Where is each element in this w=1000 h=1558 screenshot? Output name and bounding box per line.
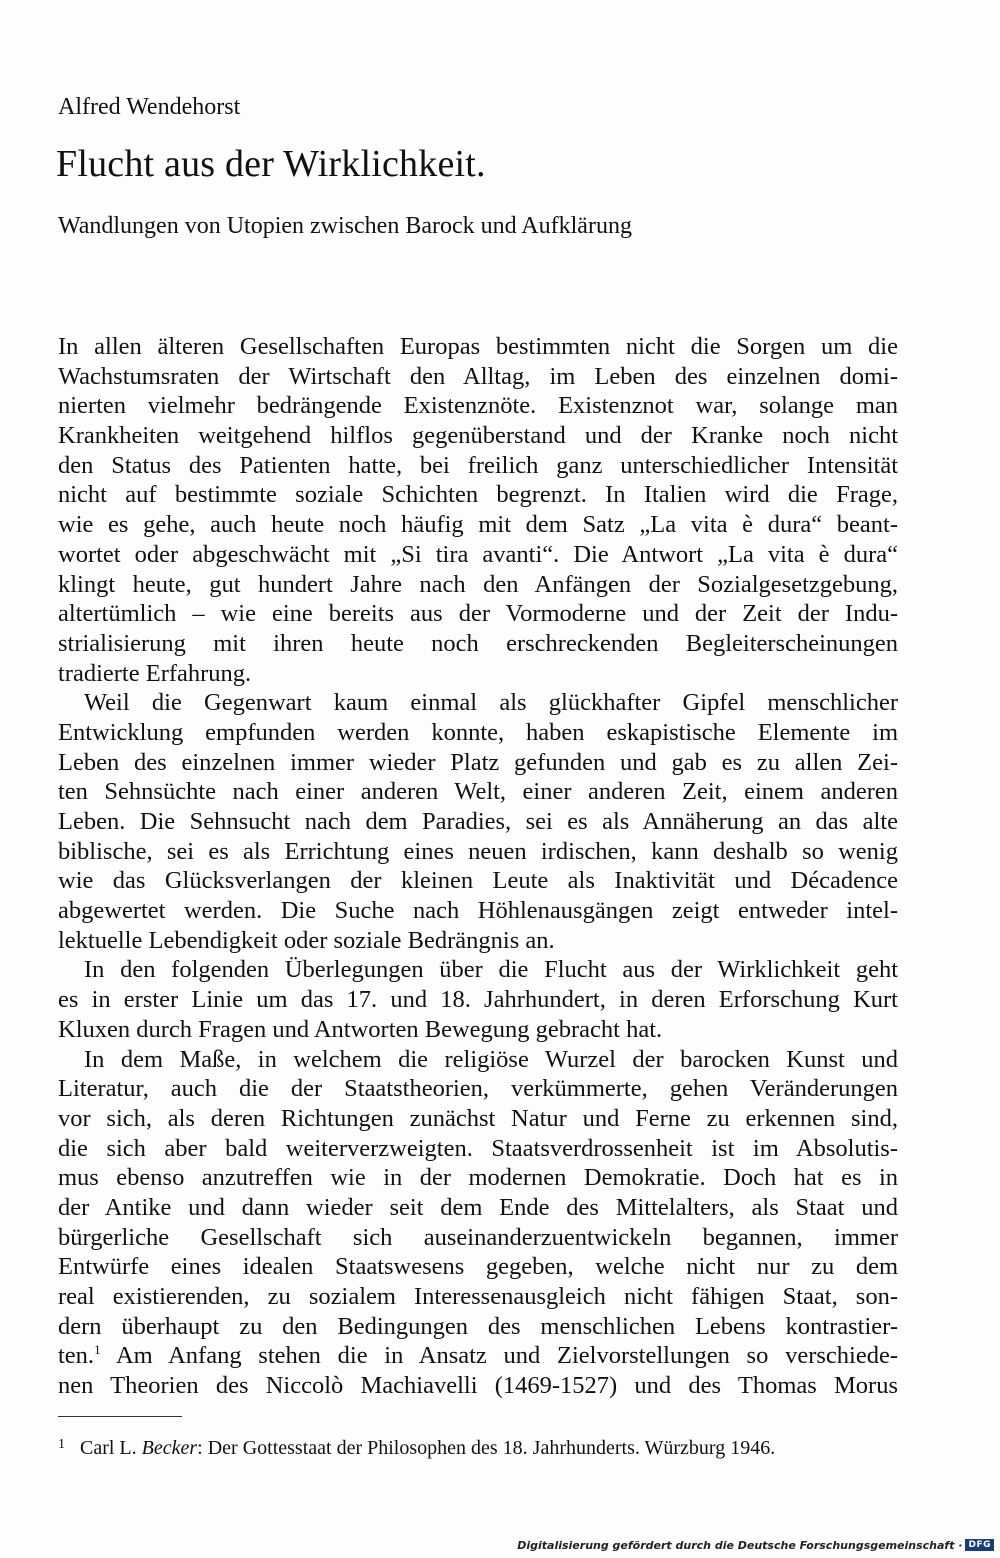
text-line: ten Sehnsüchte nach einer anderen Welt, einer anderen Zeit, einem anderen (58, 778, 898, 806)
text-line: bürgerliche Gesellschaft sich auseinanderzuentwickeln begannen, immer (58, 1223, 898, 1251)
text-line: klingt heute, gut hundert Jahre nach den Anfängen der Sozialgesetzgebung, (58, 570, 898, 598)
text-line: wortet oder abgeschwächt mit „Si tira avanti“. Die Antwort „La vita è dura“ (58, 540, 898, 568)
text-line: wie es gehe, auch heute noch häufig mit dem Satz „La vita è dura“ beant- (58, 511, 898, 539)
text-line: der Antike und dann wieder seit dem Ende des Mittelalters, als Staat und (58, 1193, 898, 1221)
text-line: tradierte Erfahrung. (58, 659, 252, 687)
footnote-divider (58, 1416, 182, 1417)
footnote-marker: 1 (94, 1342, 101, 1358)
text-line: wie das Glücksverlangen der kleinen Leute als Inaktivität und Décadence (58, 867, 898, 895)
text-line: es in erster Linie um das 17. und 18. Jahrhundert, in deren Erforschung Kurt (58, 986, 898, 1014)
text-line: strialisierung mit ihren heute noch erschreckenden Begleiterscheinungen (58, 629, 898, 657)
text-line: nicht auf bestimmte soziale Schichten begrenzt. In Italien wird die Frage, (58, 481, 898, 509)
footnote (58, 1432, 775, 1461)
text-line: In dem Maße, in welchem die religiöse Wurzel der barocken Kunst und (84, 1045, 898, 1073)
text-line: nen Theorien des Niccolò Machiavelli (1469-1527) und des Thomas Morus (58, 1372, 898, 1400)
text-line: altertümlich – wie eine bereits aus der Vormoderne und der Zeit der Indu- (58, 600, 898, 628)
author-name: Alfred Wendehorst (58, 94, 241, 120)
dfg-logo: DFG (965, 1539, 994, 1551)
text-fragment: ten. (58, 1342, 95, 1370)
text-line: Weil die Gegenwart kaum einmal als glückhafter Gipfel menschlicher (84, 689, 898, 717)
text-line: dern überhaupt zu den Bedingungen des menschlichen Lebens kontrastier- (58, 1312, 898, 1340)
article-title: Flucht aus der Wirklichkeit. (56, 143, 486, 185)
footnote-author-surname: Becker (141, 1437, 198, 1459)
text-line: Wachstumsraten der Wirtschaft den Alltag, im Leben des einzelnen domi- (58, 362, 898, 390)
text-line: nierten vielmehr bedrängende Existenznöte. Existenznot war, solange man (58, 392, 898, 420)
text-line: In allen älteren Gesellschaften Europas bestimmten nicht die Sorgen um die (58, 333, 898, 360)
body-text (58, 332, 898, 1401)
text-line-with-footnote (58, 1341, 898, 1371)
footnote-number: 1 (58, 1437, 65, 1452)
text-fragment: Am Anfang stehen die in Ansatz und Zielvorstellungen so verschiede- (100, 1342, 898, 1370)
text-line: real existierenden, zu sozialem Interessenausgleich nicht fähigen Staat, son- (58, 1283, 898, 1310)
footnote-text: : Der Gottesstaat der Philosophen des 18. Jahrhunderts. Würzburg 1946. (197, 1437, 776, 1459)
text-line: Entwürfe eines idealen Staatswesens gegeben, welche nicht nur zu dem (58, 1253, 898, 1281)
text-line: Literatur, auch die der Staatstheorien, verkümmerte, gehen Veränderungen (58, 1075, 898, 1103)
text-line: den Status des Patienten hatte, bei freilich ganz unterschiedlicher Intensität (58, 451, 898, 479)
text-line: biblische, sei es als Errichtung eines neuen irdischen, kann deshalb so wenig (58, 837, 898, 865)
digitization-credit (517, 1536, 994, 1554)
text-line: In den folgenden Überlegungen über die Flucht aus der Wirklichkeit geht (84, 956, 898, 984)
text-line: Krankheiten weitgehend hilflos gegenüberstand und der Kranke noch nicht (58, 422, 898, 450)
text-line: abgewertet werden. Die Suche nach Höhlenausgängen zeigt entweder intel- (58, 897, 898, 925)
text-line: vor sich, als deren Richtungen zunächst Natur und Ferne zu erkennen sind, (58, 1104, 898, 1132)
text-line: mus ebenso anzutreffen wie in der modernen Demokratie. Doch hat es in (58, 1164, 898, 1192)
footnote-author: Carl L. (80, 1437, 142, 1459)
text-line: Leben. Die Sehnsucht nach dem Paradies, sei es als Annäherung an das alte (58, 808, 898, 835)
text-line: Kluxen durch Fragen und Antworten Bewegung gebracht hat. (58, 1015, 663, 1043)
text-line: die sich aber bald weiterverzweigten. Staatsverdrossenheit ist im Absolutis- (58, 1134, 898, 1162)
text-line: Leben des einzelnen immer wieder Platz gefunden und gab es zu allen Zei- (58, 748, 898, 776)
credit-text: Digitalisierung gefördert durch die Deutsche Forschungsgemeinschaft · (517, 1538, 963, 1552)
text-line: Entwicklung empfunden werden konnte, haben eskapistische Elemente im (58, 718, 898, 746)
article-subtitle: Wandlungen von Utopien zwischen Barock und Aufklärung (58, 213, 632, 239)
text-line: lektuelle Lebendigkeit oder soziale Bedrängnis an. (58, 926, 555, 954)
